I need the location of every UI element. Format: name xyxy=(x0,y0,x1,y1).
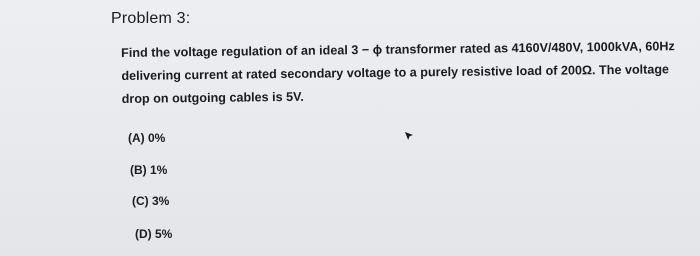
problem-title: Problem 3: xyxy=(111,10,191,27)
choice-d[interactable]: (D) 5% xyxy=(135,227,173,241)
problem-statement: Find the voltage regulation of an ideal 3 − ϕ transformer rated as 4160V/480V, 1000kVA, 60Hz delivering current at rated secondary voltage to a purely resistive load of 200Ω. The voltage drop on outgoing cables is 5V. xyxy=(121,39,675,106)
mouse-pointer-icon xyxy=(404,131,414,141)
choice-a[interactable]: (A) 0% xyxy=(128,131,166,145)
choice-b[interactable]: (B) 1% xyxy=(130,163,168,177)
choice-c[interactable]: (C) 3% xyxy=(132,194,170,208)
